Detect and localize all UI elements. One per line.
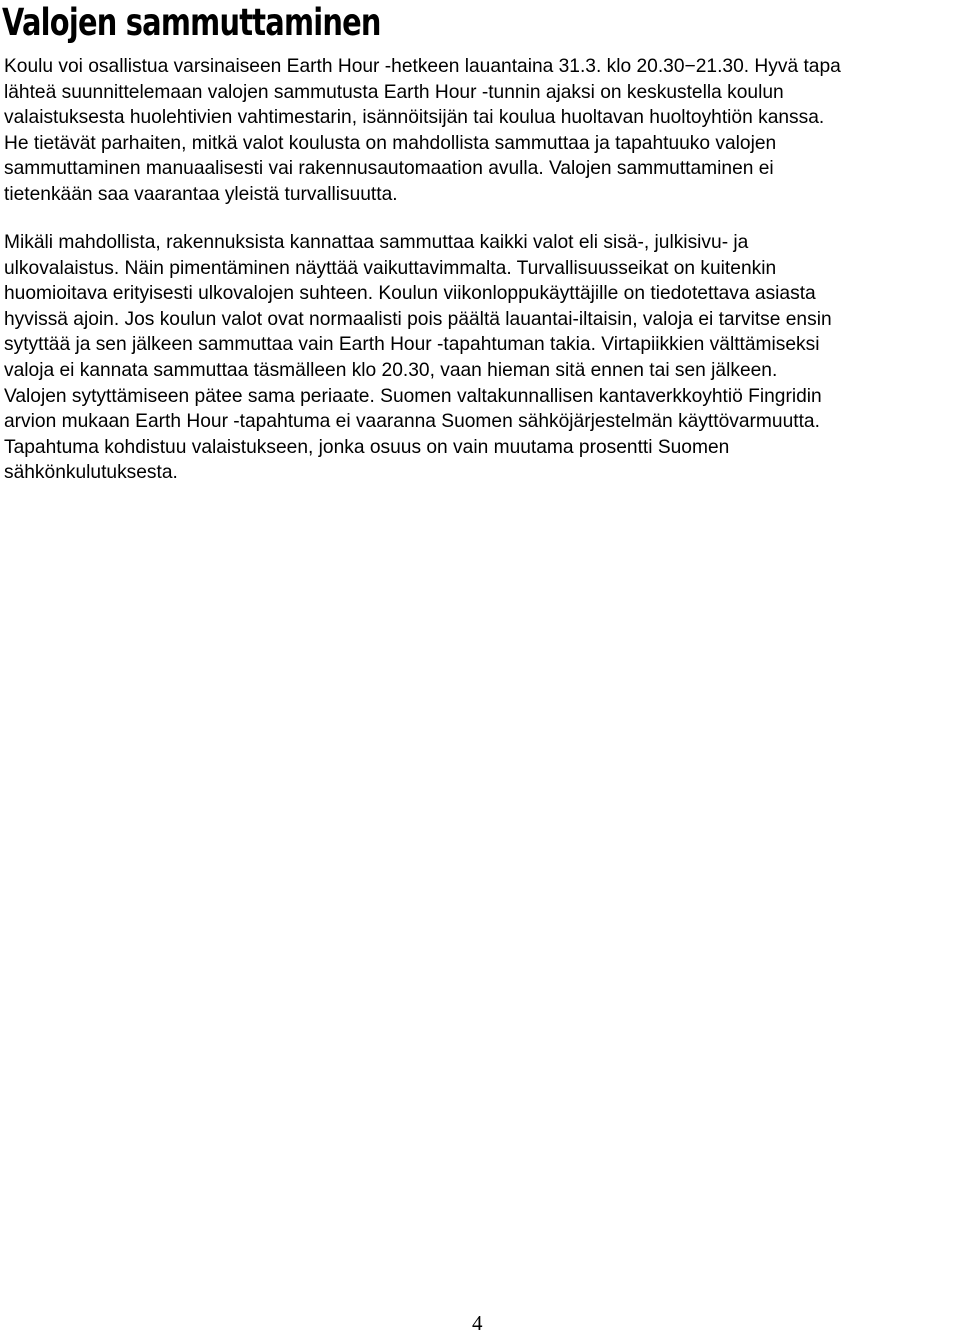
text-line: tietenkään saa vaarantaa yleistä turvallisuutta. [4, 183, 398, 205]
text-line: valaistuksesta huolehtivien vahtimestarin, isännöitsijän tai koulua huoltavan huoltoyhtiön kanssa. [4, 107, 825, 129]
text-line: ulkovalaistus. Näin pimentäminen näyttää vaikuttavimmalta. Turvallisuusseikat on kuitenkin [4, 257, 777, 279]
text-line: sähkönkulutuksesta. [4, 462, 178, 484]
text-line: lähteä suunnittelemaan valojen sammutusta Earth Hour -tunnin ajaksi on keskustella koulun [4, 81, 784, 103]
text-line: sytyttää ja sen jälkeen sammuttaa vain Earth Hour -tapahtuman takia. Virtapiikkien välttämiseksi [4, 334, 820, 356]
text-line: valoja ei kannata sammuttaa täsmälleen klo 20.30, vaan hieman sitä ennen tai sen jälkeen. [4, 359, 778, 381]
paragraph-2 [4, 230, 960, 486]
page-number: 4 [472, 1311, 483, 1335]
text-line: huomioitava erityisesti ulkovalojen suhteen. Koulun viikonloppukäyttäjille on tiedotettava asiasta [4, 283, 816, 305]
text-line: Tapahtuma kohdistuu valaistukseen, jonka osuus on vain muutama prosentti Suomen [4, 436, 730, 458]
paragraph-1 [4, 54, 960, 208]
text-line: Valojen sytyttämiseen pätee sama periaate. Suomen valtakunnallisen kantaverkkoyhtiö Fingridin [4, 385, 822, 407]
text-line: Koulu voi osallistua varsinaiseen Earth Hour -hetkeen lauantaina 31.3. klo 20.30−21.30. Hyvä tapa [4, 56, 841, 77]
text-line: sammuttaminen manuaalisesti vai rakennusautomaation avulla. Valojen sammuttaminen ei [4, 158, 774, 180]
text-line: Mikäli mahdollista, rakennuksista kannattaa sammuttaa kaikki valot eli sisä-, julkisivu- ja [4, 232, 749, 253]
text-line: arvion mukaan Earth Hour -tapahtuma ei vaaranna Suomen sähköjärjestelmän käyttövarmuutta. [4, 411, 820, 433]
text-line: He tietävät parhaiten, mitkä valot koulusta on mahdollista sammuttaa ja tapahtuuko valojen [4, 132, 777, 154]
text-line: hyvissä ajoin. Jos koulun valot ovat normaalisti pois päältä lauantai-iltaisin, valoja ei tarvitse ensin [4, 308, 832, 330]
page-title: Valojen sammuttaminen [2, 1, 381, 44]
